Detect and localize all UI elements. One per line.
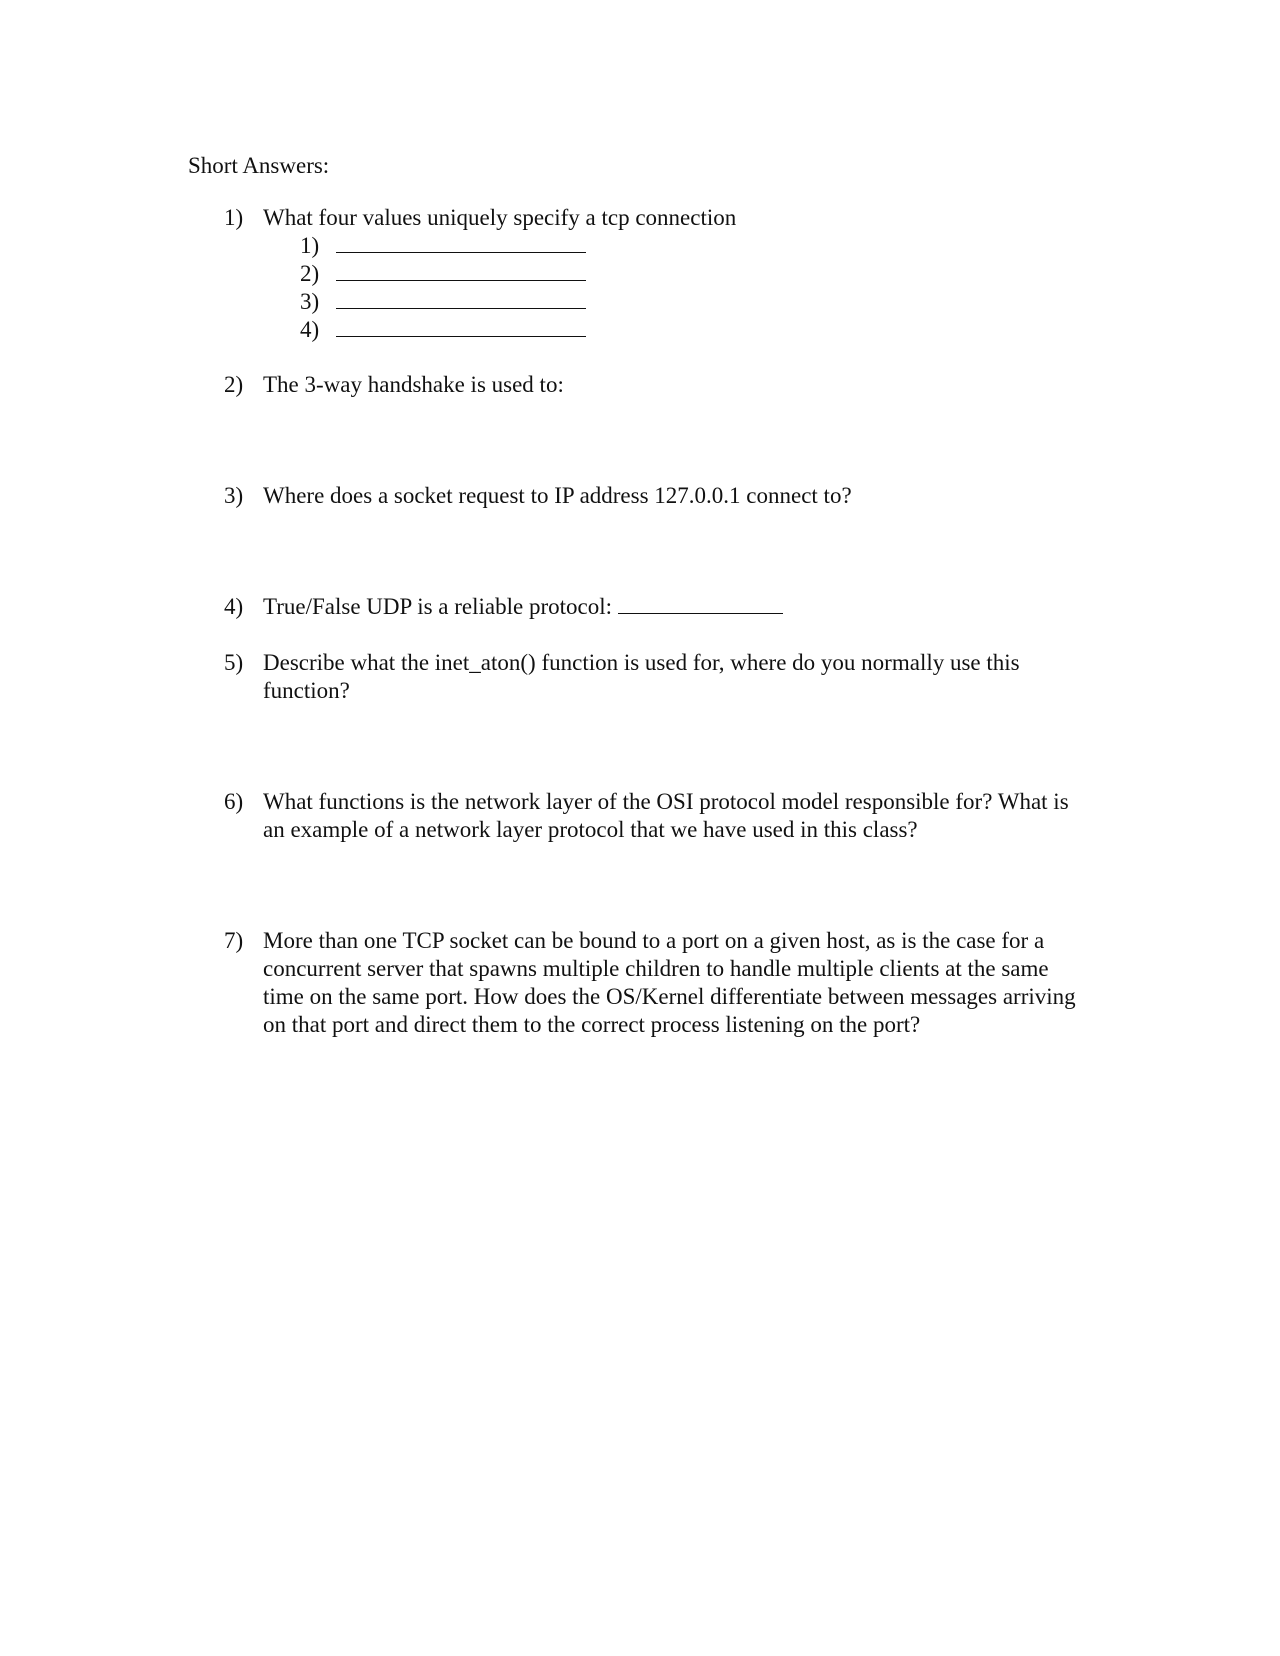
answer-line-number: 2) [300, 261, 320, 286]
question-text: What functions is the network layer of the OSI protocol model responsible for? What is an example of a network layer protocol that we have used in this class? [263, 789, 1069, 842]
question-7 [224, 927, 1094, 1039]
question-number: 7) [224, 928, 244, 953]
question-number: 6) [224, 789, 244, 814]
question-text: The 3-way handshake is used to: [263, 372, 564, 397]
question-5 [224, 649, 1094, 705]
answer-line-3 [300, 288, 586, 316]
question-number: 2) [224, 372, 244, 397]
question-number: 1) [224, 205, 244, 230]
question-3 [224, 482, 1094, 510]
answer-line-number: 1) [300, 233, 320, 258]
question-text: More than one TCP socket can be bound to a port on a given host, as is the case for a concurrent server that spawns multiple children to handle multiple clients at the same time on the same port. How does the OS/Kernel differentiate between messages arriving on that port and direct them to the correct process listening on the port? [263, 928, 1076, 1037]
answer-blank [336, 288, 586, 309]
question-1 [224, 204, 1094, 232]
question-text: What four values uniquely specify a tcp connection [263, 205, 737, 230]
answer-line-4 [300, 316, 586, 344]
question-text: Where does a socket request to IP address 127.0.0.1 connect to? [263, 483, 852, 508]
question-text-row [263, 593, 1094, 621]
question-number: 5) [224, 650, 244, 675]
question-text: True/False UDP is a reliable protocol: [263, 594, 612, 619]
question-6 [224, 788, 1094, 844]
answer-line-number: 4) [300, 317, 320, 342]
question-number: 3) [224, 483, 244, 508]
question-2 [224, 371, 1094, 399]
section-heading: Short Answers: [188, 153, 330, 178]
question-number: 4) [224, 594, 244, 619]
answer-line-1 [300, 232, 586, 260]
answer-blank [336, 232, 586, 253]
question-4 [224, 593, 1094, 621]
question-text: Describe what the inet_aton() function is used for, where do you normally use this function? [263, 650, 1020, 703]
answer-line-2 [300, 260, 586, 288]
answer-blank [336, 316, 586, 337]
answer-blank [336, 260, 586, 281]
answer-blank [618, 593, 783, 614]
answer-line-number: 3) [300, 289, 320, 314]
